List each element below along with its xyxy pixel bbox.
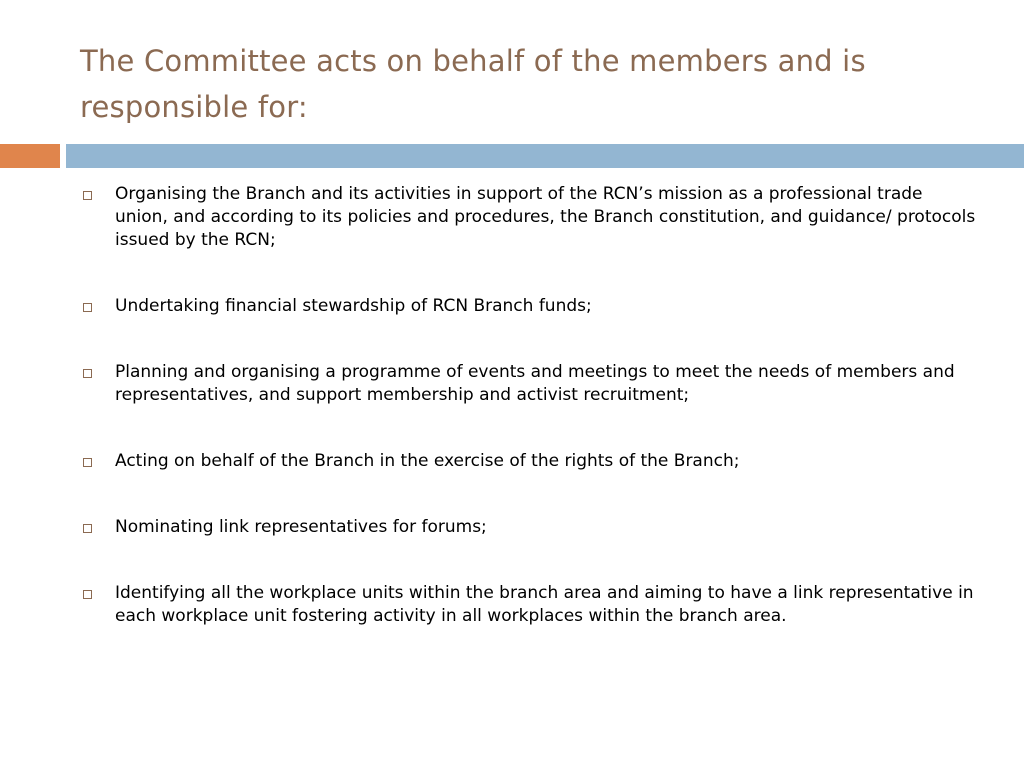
bullet-item [80, 582, 980, 628]
hollow-square-bullet-icon [83, 458, 92, 467]
hollow-square-bullet-icon [83, 590, 92, 599]
bullet-item [80, 516, 980, 539]
bullet-item [80, 183, 980, 252]
bullet-text: Planning and organising a programme of events and meetings to meet the needs of members and representatives, and support membership and activist recruitment; [115, 362, 955, 405]
hollow-square-bullet-icon [83, 524, 92, 533]
slide-title: The Committee acts on behalf of the members and is responsible for: [80, 44, 866, 124]
accent-bar-blue [66, 144, 1024, 168]
hollow-square-bullet-icon [83, 191, 92, 200]
hollow-square-bullet-icon [83, 369, 92, 378]
bullet-text: Nominating link representatives for forums; [115, 517, 487, 537]
bullet-text: Identifying all the workplace units within the branch area and aiming to have a link representative in each workplace unit fostering activity in all workplaces within the branch area. [115, 583, 974, 626]
bullet-text: Acting on behalf of the Branch in the exercise of the rights of the Branch; [115, 451, 740, 471]
bullet-text: Organising the Branch and its activities in support of the RCN’s mission as a professional trade union, and according to its policies and procedures, the Branch constitution, and guidance/ protocols issued by the RCN; [115, 184, 976, 250]
bullet-item [80, 450, 980, 473]
bullet-text: Undertaking financial stewardship of RCN Branch funds; [115, 296, 592, 316]
bullet-item [80, 361, 980, 407]
hollow-square-bullet-icon [83, 303, 92, 312]
accent-bar-orange [0, 144, 60, 168]
bullet-item [80, 295, 980, 318]
bullet-list [80, 183, 980, 671]
